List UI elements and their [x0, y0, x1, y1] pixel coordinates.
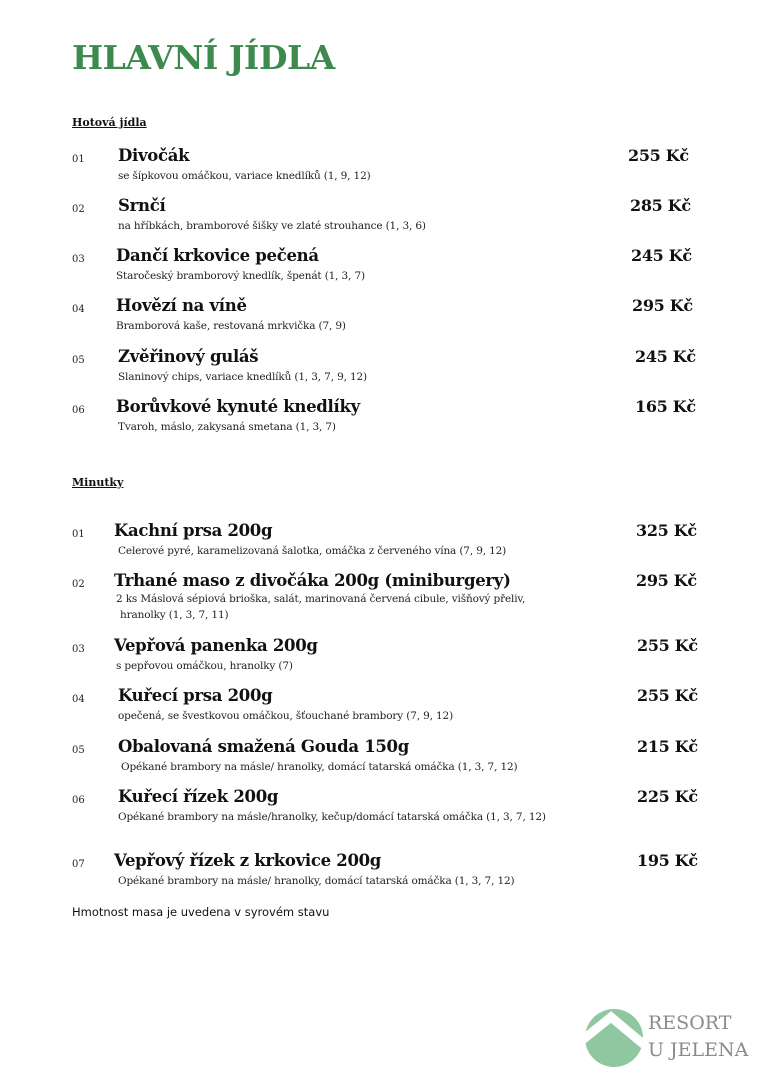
item-name: Zvěřinový guláš	[118, 347, 259, 366]
item-price: 295 Kč	[636, 571, 697, 590]
item-name: Kuřecí prsa 200g	[118, 686, 273, 705]
item-number: 02	[72, 204, 85, 215]
page-title: HLAVNÍ JÍDLA	[72, 38, 335, 77]
logo-text-u-jelena: U JELENA	[648, 1039, 749, 1061]
item-name: Hovězí na víně	[116, 296, 247, 315]
resort-logo	[584, 1008, 754, 1070]
item-price: 215 Kč	[637, 737, 698, 756]
item-name: Kachní prsa 200g	[114, 521, 273, 540]
item-description: se šípkovou omáčkou, variace knedlíků (1, 9, 12)	[118, 170, 371, 182]
item-description: na hříbkách, bramborové šišky ve zlaté strouhance (1, 3, 6)	[118, 220, 426, 232]
item-description: Opékané brambory na másle/ hranolky, domácí tatarská omáčka (1, 3, 7, 12)	[118, 875, 515, 887]
item-description: Slaninový chips, variace knedlíků (1, 3, 7, 9, 12)	[118, 371, 367, 383]
item-description: Opékané brambory na másle/hranolky, kečup/domácí tatarská omáčka (1, 3, 7, 12)	[118, 811, 546, 823]
item-name: Obalovaná smažená Gouda 150g	[118, 737, 409, 756]
item-number: 04	[72, 304, 85, 315]
section-heading-hotova-jidla: Hotová jídla	[72, 116, 147, 129]
item-price: 295 Kč	[632, 296, 693, 315]
item-number: 03	[72, 254, 85, 265]
weight-note: Hmotnost masa je uvedena v syrovém stavu	[72, 905, 330, 919]
item-name: Trhané maso z divočáka 200g (miniburgery)	[114, 571, 511, 590]
item-number: 06	[72, 405, 85, 416]
item-number: 01	[72, 529, 85, 540]
item-price: 165 Kč	[635, 397, 696, 416]
item-number: 07	[72, 859, 85, 870]
item-price: 245 Kč	[631, 246, 692, 265]
item-name: Dančí krkovice pečená	[116, 246, 319, 265]
item-price: 195 Kč	[637, 851, 698, 870]
item-description: Tvaroh, máslo, zakysaná smetana (1, 3, 7)	[118, 421, 336, 433]
logo-mountain-icon	[584, 1008, 644, 1068]
item-description: s pepřovou omáčkou, hranolky (7)	[116, 660, 293, 672]
item-price: 255 Kč	[637, 686, 698, 705]
item-name: Borůvkové kynuté knedlíky	[116, 397, 360, 416]
item-number: 02	[72, 579, 85, 590]
item-description: Staročeský bramborový knedlík, špenát (1, 3, 7)	[116, 270, 365, 282]
item-number: 04	[72, 694, 85, 705]
item-number: 05	[72, 355, 85, 366]
item-number: 06	[72, 795, 85, 806]
item-name: Vepřová panenka 200g	[114, 636, 318, 655]
item-name: Srnčí	[118, 196, 166, 215]
item-price: 285 Kč	[630, 196, 691, 215]
item-price: 255 Kč	[628, 146, 689, 165]
item-number: 05	[72, 745, 85, 756]
item-description: 2 ks Máslová sépiová brioška, salát, marinovaná červená cibule, višňový přeliv,	[116, 593, 526, 605]
section-heading-minutky: Minutky	[72, 476, 124, 489]
item-name: Vepřový řízek z krkovice 200g	[114, 851, 382, 870]
item-name: Kuřecí řízek 200g	[118, 787, 279, 806]
logo-text-resort: RESORT	[648, 1012, 732, 1034]
item-name: Divočák	[118, 146, 190, 165]
item-description: Bramborová kaše, restovaná mrkvička (7, 9)	[116, 320, 346, 332]
item-number: 03	[72, 644, 85, 655]
item-price: 225 Kč	[637, 787, 698, 806]
item-description: Celerové pyré, karamelizovaná šalotka, omáčka z červeného vína (7, 9, 12)	[118, 545, 507, 557]
item-price: 245 Kč	[635, 347, 696, 366]
item-price: 255 Kč	[637, 636, 698, 655]
item-description: opečená, se švestkovou omáčkou, šťouchané brambory (7, 9, 12)	[118, 710, 454, 722]
item-description: Opékané brambory na másle/ hranolky, domácí tatarská omáčka (1, 3, 7, 12)	[121, 761, 518, 773]
item-number: 01	[72, 154, 85, 165]
item-description-continued: hranolky (1, 3, 7, 11)	[120, 609, 229, 621]
item-price: 325 Kč	[636, 521, 697, 540]
